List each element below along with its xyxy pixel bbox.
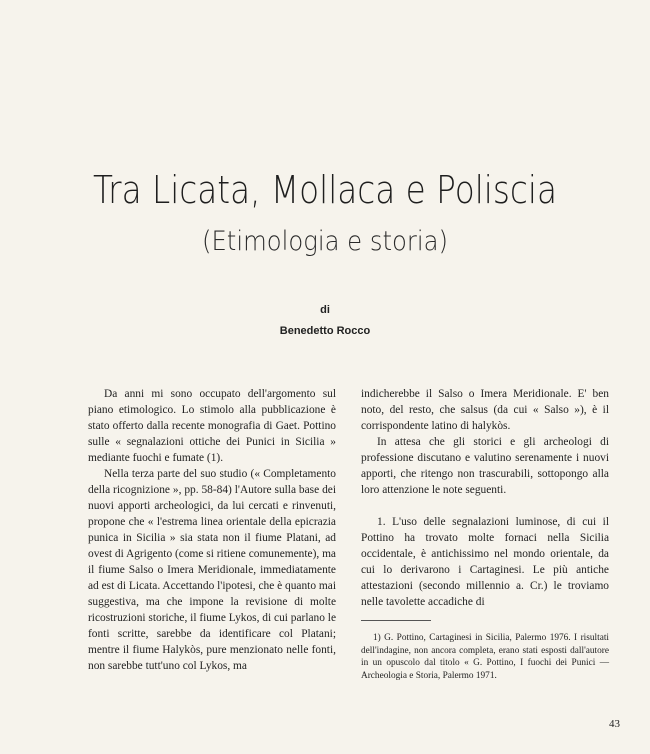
article-title: Tra Licata, Mollaca e Poliscia <box>93 168 557 212</box>
page-number: 43 <box>609 718 620 730</box>
left-column <box>88 386 336 674</box>
paragraph: indicherebbe il Salso o Imera Meridionale. E' ben noto, del resto, che salsus (da cui « Salso »), è il corrispondente latino di halykòs. <box>361 388 609 432</box>
paragraph: Da anni mi sono occupato dell'argomento sul piano etimologico. Lo stimolo alla pubblicazione è stato offerto dalla recente monografia di Gaet. Pottino sulle « segnalazioni ottiche dei Punici in Sicilia » mediante fuochi e fumate (1). <box>88 388 336 464</box>
article-subtitle: (Etimologia e storia) <box>201 226 449 257</box>
footnote-divider <box>361 620 431 621</box>
footnote: 1) G. Pottino, Cartaginesi in Sicilia, Palermo 1976. I risultati dell'indagine, non ancora completa, erano stati esposti dall'autore in un opuscolo dal titolo « G. Pottino, I fuochi dei Punici — Archeologia e Storia, Palermo 1971. <box>361 633 609 681</box>
footnotes <box>361 632 609 682</box>
author-name: Benedetto Rocco <box>279 325 371 337</box>
paragraph: 1. L'uso delle segnalazioni luminose, di cui il Pottino ha trovato molte fornaci nella Sicilia occidentale, è antichissimo nel mondo orientale, da cui lo derivarono i Cartaginesi. Le più antiche attestazioni (secondo millennio a. Cr.) le troviamo nelle tavolette accadiche di <box>361 516 609 608</box>
paragraph: Nella terza parte del suo studio (« Completamento della ricognizione », pp. 58-84) l'Autore sulla base dei nuovi apporti archeologici, da lui cercati e rinvenuti, propone che « l'estrema linea orientale della epicrazia punica in Sicilia » sia stata non il fiume Platani, ad ovest di Agrigento (come si ritiene comunemente), ma il fiume Salso o Imera Meridionale, immediatamente ad est di Licata. Accettando l'ipotesi, che è quanto mai suggestiva, ma che impone la revisione di molte ricostruzioni storiche, il fiume Lykos, di cui parlano le fonti scritte, sarebbe da identificare col Platani; mentre il fiume Halykòs, pure menzionato nelle fonti, non sarebbe tutt'uno col Lykos, ma <box>88 468 337 672</box>
byline-di: di <box>320 304 330 316</box>
paragraph: In attesa che gli storici e gli archeologi di professione discutano e valutino serenamente i nuovi apporti, che ritengo non trascurabili, sottopongo alla loro attenzione le note seguenti. <box>361 436 609 496</box>
right-column <box>361 386 609 610</box>
